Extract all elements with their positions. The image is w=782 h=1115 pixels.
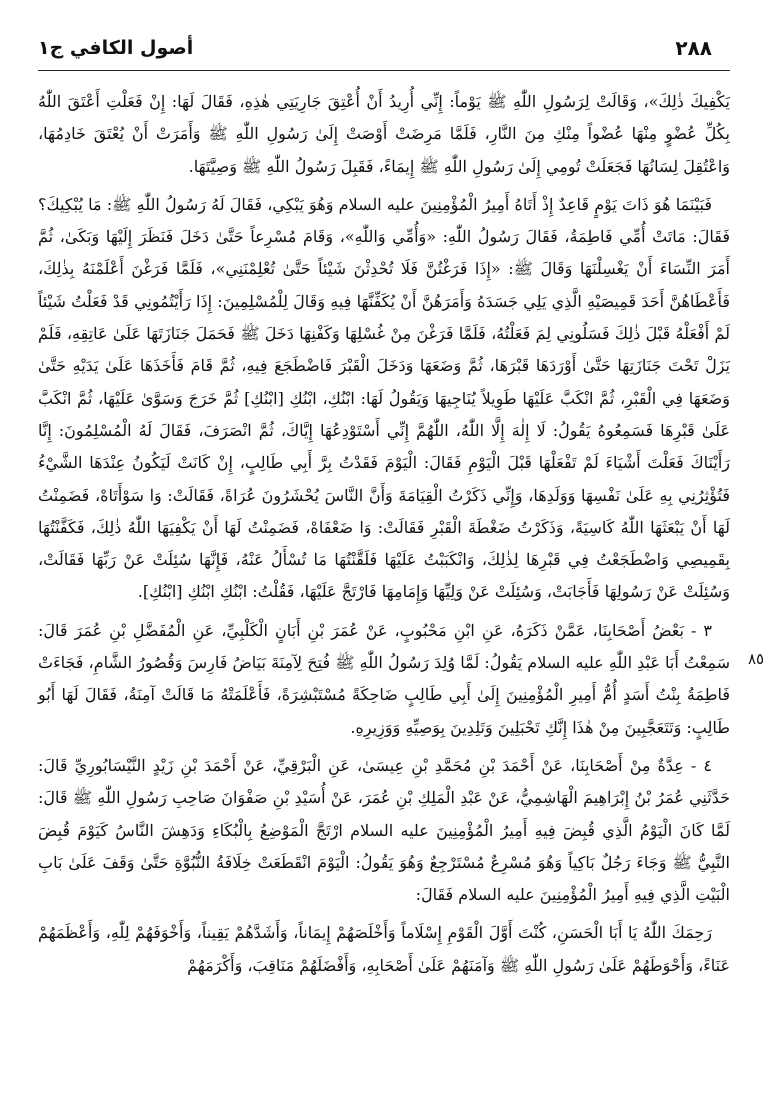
paragraph-4: ٤ - عِدَّةٌ مِنْ أَصْحَابِنَا، عَنْ أَحْمَدَ بْنِ مُحَمَّدِ بْنِ عِيسَىٰ، عَنِ الْبَرْقِيِّ، عَنْ أَحْمَدَ بْنِ زَيْدٍ النَّيْسَابُورِيِّ قَالَ: حَدَّثَنِي عُمَرُ بْنُ إِبْرَاهِيمَ الْهَاشِمِيُّ، عَنْ عَبْدِ الْمَلِكِ بْنِ عُمَرَ، عَنْ أُسَيْدِ بْنِ صَفْوَانَ صَاحِبِ رَسُولِ اللّٰهِ ﷺ قَالَ: لَمَّا كَانَ الْيَوْمُ الَّذِي قُبِضَ فِيهِ أَمِيرُ الْمُؤْمِنِينَ عليه السلام ارْتَجَّ الْمَوْضِعُ بِالْبُكَاءِ وَدَهِشَ النَّاسُ كَيَوْمَ قُبِضَ النَّبِيُّ ﷺ وَجَاءَ رَجُلٌ بَاكِياً وَهُوَ مُسْرِعٌ مُسْتَرْجِعٌ وَهُوَ يَقُولُ: الْيَوْمَ انْقَطَعَتْ خِلَافَةُ النُّبُوَّةِ حَتَّىٰ وَقَفَ عَلَىٰ بَابِ الْبَيْتِ الَّذِي فِيهِ أَمِيرُ الْمُؤْمِنِينَ عليه السلام فَقَالَ: [38, 755, 730, 905]
body-text [38, 86, 730, 988]
paragraph-1: يَكْفِيكَ ذٰلِكَ»، وَقَالَتْ لِرَسُولِ اللّٰهِ ﷺ يَوْماً: إِنِّي أُرِيدُ أَنْ أُعْتِقَ جَارِيَتِي هٰذِهِ، فَقَالَ لَهَا: إِنْ فَعَلْتِ أَعْتَقَ اللّٰهُ بِكُلِّ عُضْوٍ مِنْهَا عُضْواً مِنْكِ مِنَ النَّارِ، فَلَمَّا مَرِضَتْ أَوْصَتْ إِلَىٰ رَسُولِ اللّٰهِ ﷺ وَأَمَرَتْ أَنْ يُعْتَقَ خَادِمُهَا، وَاعْتُقِلَ لِسَانُهَا فَجَعَلَتْ تُومِي إِلَىٰ رَسُولِ اللّٰهِ ﷺ إِيمَاءً، فَقَبِلَ رَسُولُ اللّٰهِ ﷺ وَصِيَّتَهَا. [38, 92, 730, 176]
page-number: ٢٨٨ [675, 36, 712, 60]
book-title: أصول الكافي ج١ [38, 37, 194, 59]
paragraph-3: ٣ - بَعْضُ أَصْحَابِنَا، عَمَّنْ ذَكَرَهُ، عَنِ ابْنِ مَحْبُوبٍ، عَنْ عُمَرَ بْنِ أَبَانٍ الْكَلْبِيِّ، عَنِ الْمُفَضَّلِ بْنِ عُمَرَ قَالَ: سَمِعْتُ أَبَا عَبْدِ اللّٰهِ عليه السلام يَقُولُ: لَمَّا وُلِدَ رَسُولُ اللّٰهِ ﷺ فُتِحَ لِآمِنَةَ بَيَاضُ فَارِسَ وَقُصُورُ الشَّامِ، فَجَاءَتْ فَاطِمَةُ بِنْتُ أَسَدٍ أُمُّ أَمِيرِ الْمُؤْمِنِينَ إِلَىٰ أَبِي طَالِبٍ ضَاحِكَةً مُسْتَبْشِرَةً، فَأَعْلَمَتْهُ مَا قَالَتْ آمِنَةُ، فَقَالَ لَهَا أَبُو طَالِبٍ: وَتَتَعَجَّبِينَ مِنْ هٰذَا إِنَّكِ تَحْبَلِينَ وَتَلِدِينَ بِوَصِيِّهِ وَوَزِيرِهِ. [38, 620, 731, 737]
header-rule [38, 70, 730, 71]
page-header [38, 30, 712, 66]
paragraph-2: فَبَيْنَمَا هُوَ ذَاتَ يَوْمٍ قَاعِدٌ إِذْ أَتَاهُ أَمِيرُ الْمُؤْمِنِينَ عليه السلام وَهُوَ يَبْكِي، فَقَالَ لَهُ رَسُولُ اللّٰهِ ﷺ: مَا يُبْكِيكَ؟ فَقَالَ: مَاتَتْ أُمِّي فَاطِمَةُ، فَقَالَ رَسُولُ اللّٰهِ: «وَأُمِّي وَاللّٰهِ»، وَقَامَ مُسْرِعاً حَتَّىٰ دَخَلَ فَنَظَرَ إِلَيْهَا وَبَكَىٰ، ثُمَّ أَمَرَ النِّسَاءَ أَنْ يَغْسِلْنَهَا وَقَالَ ﷺ: «إِذَا فَرَغْتُنَّ فَلَا تُحْدِثْنَ شَيْئاً حَتَّىٰ تُعْلِمْنَنِي»، فَلَمَّا فَرَغْنَ أَعْلَمْنَهُ بِذٰلِكَ، فَأَعْطَاهُنَّ أَحَدَ قَمِيصَيْهِ الَّذِي يَلِي جَسَدَهُ وَأَمَرَهُنَّ أَنْ يُكَفِّنَّهَا فِيهِ وَقَالَ لِلْمُسْلِمِينَ: إِذَا رَأَيْتُمُونِي قَدْ فَعَلْتُ شَيْئاً لَمْ أَفْعَلْهُ قَبْلَ ذٰلِكَ فَسَلُونِي لِمَ فَعَلْتُهُ، فَلَمَّا فَرَغْنَ مِنْ غُسْلِهَا وَكَفْنِهَا دَخَلَ ﷺ فَحَمَلَ جَنَازَتَهَا عَلَىٰ عَاتِقِهِ، فَلَمْ يَزَلْ تَحْتَ جَنَازَتِهَا حَتَّىٰ أَوْرَدَهَا قَبْرَهَا، ثُمَّ وَضَعَهَا وَدَخَلَ الْقَبْرَ فَاضْطَجَعَ فِيهِ، ثُمَّ قَامَ فَأَخَذَهَا عَلَىٰ يَدَيْهِ حَتَّىٰ وَضَعَهَا فِي الْقَبْرِ، ثُمَّ انْكَبَّ عَلَيْهَا طَوِيلاً يُنَاجِيهَا وَيَقُولُ لَهَا: ابْنُكِ، ابْنُكِ [ابْنُكِ] ثُمَّ خَرَجَ وَسَوَّىٰ عَلَيْهَا، ثُمَّ انْكَبَّ عَلَىٰ قَبْرِهَا فَسَمِعُوهُ يَقُولُ: لَا إِلٰهَ إِلَّا اللّٰهُ، اللّٰهُمَّ إِنِّي أَسْتَوْدِعُهَا إِيَّاكَ، ثُمَّ انْصَرَفَ، فَقَالَ لَهُ الْمُسْلِمُونَ: إِنَّا رَأَيْنَاكَ فَعَلْتَ أَشْيَاءَ لَمْ تَفْعَلْهَا قَبْلَ الْيَوْمِ فَقَالَ: الْيَوْمَ فَقَدْتُ بِرَّ أَبِي طَالِبٍ، إِنْ كَانَتْ لَيَكُونُ عِنْدَهَا الشَّيْءُ فَتُؤْثِرُنِي بِهِ عَلَىٰ نَفْسِهَا وَوَلَدِهَا، وَإِنِّي ذَكَرْتُ الْقِيَامَةَ وَأَنَّ النَّاسَ يُحْشَرُونَ عُرَاةً، فَقَالَتْ: وَا سَوْأَتَاهْ، فَضَمِنْتُ لَهَا أَنْ يَبْعَثَهَا اللّٰهُ كَاسِيَةً، وَذَكَرْتُ ضَغْطَةَ الْقَبْرِ فَقَالَتْ: وَا ضَعْفَاهْ، فَضَمِنْتُ لَهَا أَنْ يَكْفِيَهَا اللّٰهُ ذٰلِكَ، فَكَفَّنْتُهَا بِقَمِيصِي وَاضْطَجَعْتُ فِي قَبْرِهَا لِذٰلِكَ، وَانْكَبَبْتُ عَلَيْهَا فَلَقَّنْتُهَا مَا تُسْأَلُ عَنْهُ، فَإِنَّهَا سُئِلَتْ عَنْ رَبِّهَا فَقَالَتْ، وَسُئِلَتْ عَنْ رَسُولِهَا فَأَجَابَتْ، وَسُئِلَتْ عَنْ وَلِيِّهَا وَإِمَامِهَا فَارْتَجَّ عَلَيْهَا، فَقُلْتُ: ابْنُكِ ابْنُكِ [ابْنُكِ]. [38, 194, 730, 602]
paragraph-5: رَحِمَكَ اللّٰهُ يَا أَبَا الْحَسَنِ، كُنْتَ أَوَّلَ الْقَوْمِ إِسْلَاماً وَأَخْلَصَهُمْ إِيمَاناً، وَأَشَدَّهُمْ يَقِيناً، وَأَخْوَفَهُمْ لِلّٰهِ، وَأَعْظَمَهُمْ عَنَاءً، وَأَحْوَطَهُمْ عَلَىٰ رَسُولِ اللّٰهِ ﷺ وَآمَنَهُمْ عَلَىٰ أَصْحَابِهِ، وَأَفْضَلَهُمْ مَنَاقِبَ، وَأَكْرَمَهُمْ [38, 923, 730, 975]
margin-note: ٨٥ [747, 650, 765, 668]
